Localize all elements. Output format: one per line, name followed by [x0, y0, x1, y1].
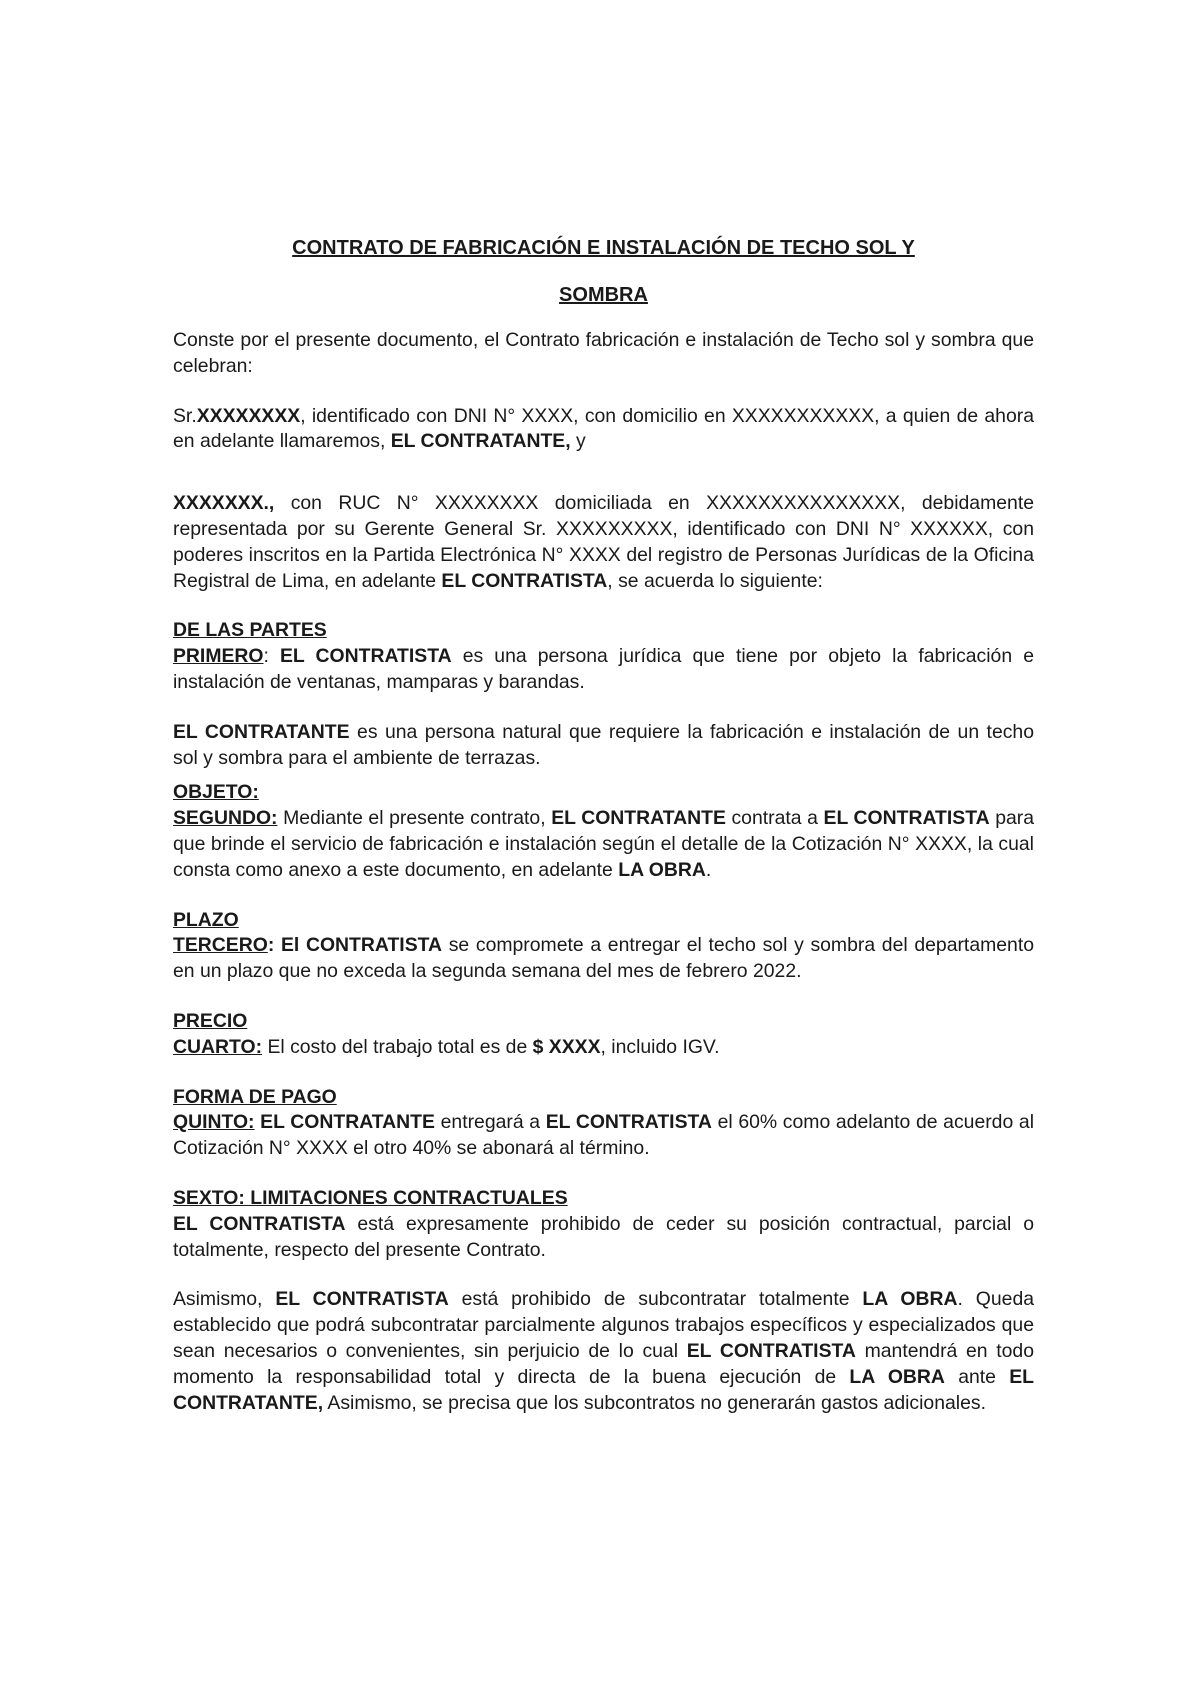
contract-page: [173, 225, 1034, 1416]
segundo-role-1: EL CONTRATANTE: [551, 807, 726, 830]
label-primero-colon: :: [263, 645, 269, 668]
party1-role: EL CONTRATANTE,: [390, 430, 571, 453]
primero-p2-text: es una persona natural que requiere la fabricación e instalación de un techo sol y sombra para el ambiente de terrazas.: [173, 720, 1034, 769]
primero-p2-role: EL CONTRATANTE: [173, 720, 350, 743]
quinto-text-1: entregará a: [434, 1111, 546, 1134]
clause-forma-de-pago: [173, 1085, 1034, 1162]
sexto-p2-role-1: EL CONTRATISTA: [275, 1288, 449, 1311]
cuarto-amount: $ XXXX: [532, 1035, 601, 1058]
heading-sexto: SEXTO: LIMITACIONES CONTRACTUALES: [173, 1186, 568, 1209]
sexto-p2-text-2: está prohibido de subcontratar totalmente: [448, 1288, 863, 1311]
party-contratista-paragraph: [173, 491, 1034, 594]
cuarto-text-2: , incluido IGV.: [600, 1035, 720, 1058]
sexto-p2-role-2: LA OBRA: [862, 1288, 958, 1311]
heading-forma-de-pago: FORMA DE PAGO: [173, 1085, 337, 1108]
label-primero: PRIMERO: [173, 645, 264, 668]
tercero-role: El CONTRATISTA: [274, 934, 443, 957]
clause-de-las-partes: [173, 618, 1034, 771]
label-segundo: SEGUNDO:: [173, 807, 278, 830]
segundo-role-3: LA OBRA: [618, 858, 706, 881]
segundo-text-1: Mediante el presente contrato,: [277, 807, 552, 830]
sexto-p2-text-5: ante: [944, 1365, 1010, 1388]
label-cuarto: CUARTO:: [173, 1035, 263, 1058]
sexto-p2-text-3: . Queda establecido que podrá subcontratar parcialmente algunos trabajos específicos y especializados que sean necesarios o convenientes, sin perjuicio de lo cual: [173, 1288, 1035, 1362]
cuarto-text-1: El costo del trabajo total es de: [262, 1035, 533, 1058]
heading-de-las-partes: DE LAS PARTES: [173, 619, 327, 642]
party1-suffix: y: [570, 430, 586, 453]
sexto-p2-role-3: EL CONTRATISTA: [686, 1339, 856, 1362]
sexto-p2-text-1: Asimismo,: [173, 1288, 276, 1311]
sexto-p2-text-6: Asimismo, se precisa que los subcontratos no generarán gastos adicionales.: [323, 1391, 986, 1414]
party2-text: con RUC N° XXXXXXXX domiciliada en XXXXXXXXXXXXXXX, debidamente representada por su Gerente General Sr. XXXXXXXXX, identificado con DNI N° XXXXXX, con poderes inscritos en la Partida Electrónica N° XXXX del registro de Personas Jurídicas de la Oficina Registral de Lima, en adelante: [173, 492, 1034, 592]
party1-name: XXXXXXXX: [196, 404, 301, 427]
clause-tercero: [173, 933, 1034, 985]
heading-plazo: PLAZO: [173, 908, 239, 931]
primero-role: EL CONTRATISTA: [280, 645, 452, 668]
clause-segundo: [173, 806, 1034, 883]
clause-primero: [173, 644, 1034, 696]
document-title: [173, 225, 1034, 319]
clause-plazo: [173, 908, 1034, 985]
label-tercero-colon: :: [267, 934, 275, 957]
clause-objeto: [173, 780, 1034, 883]
quinto-role-1: EL CONTRATANTE: [254, 1111, 435, 1134]
party2-suffix: , se acuerda lo siguiente:: [607, 569, 823, 592]
sexto-p2-role-4: LA OBRA: [849, 1365, 945, 1388]
intro-paragraph: Conste por el presente documento, el Contrato fabricación e instalación de Techo sol y sombra que celebran:: [173, 329, 1034, 377]
party1-text: , identificado con DNI N° XXXX, con domicilio en XXXXXXXXXXX, a quien de ahora en adelante llamaremos,: [173, 404, 1034, 453]
party1-prefix: Sr.: [173, 404, 197, 427]
clause-cuarto: [173, 1035, 1034, 1061]
sexto-p2-text-4: mantendrá en todo momento la responsabilidad total y directa de la buena ejecución de: [173, 1339, 1035, 1388]
party2-role: EL CONTRATISTA: [441, 569, 608, 592]
party2-name: XXXXXXX.,: [173, 492, 275, 515]
clause-precio: [173, 1009, 1034, 1061]
label-tercero: TERCERO: [173, 934, 268, 957]
clause-primero-second-paragraph: [173, 720, 1034, 772]
sexto-paragraph-1: [173, 1212, 1034, 1264]
clause-sexto: [173, 1186, 1034, 1416]
segundo-role-2: EL CONTRATISTA: [823, 807, 990, 830]
clause-quinto: [173, 1110, 1034, 1162]
label-quinto: QUINTO:: [173, 1111, 255, 1134]
sexto-role: EL CONTRATISTA: [173, 1212, 346, 1235]
segundo-text-4: .: [705, 858, 712, 881]
primero-text: es una persona jurídica que tiene por objeto la fabricación e instalación de ventanas, mamparas y barandas.: [173, 645, 1035, 693]
quinto-text-2: el 60% como adelanto de acuerdo al Cotización N° XXXX el otro 40% se abonará al término.: [173, 1111, 1035, 1160]
segundo-text-3: para que brinde el servicio de fabricación e instalación según el detalle de la Cotización N° XXXX, la cual consta como anexo a este documento, en adelante: [173, 807, 1035, 881]
sexto-paragraph-2: [173, 1287, 1034, 1416]
sexto-text: está expresamente prohibido de ceder su posición contractual, parcial o totalmente, respecto del presente Contrato.: [173, 1212, 1034, 1261]
title-line-1: CONTRATO DE FABRICACIÓN E INSTALACIÓN DE TECHO SOL Y: [292, 237, 915, 259]
heading-precio: PRECIO: [173, 1009, 248, 1032]
party-contratante-paragraph: [173, 404, 1034, 456]
heading-objeto: OBJETO:: [173, 781, 259, 804]
quinto-role-2: EL CONTRATISTA: [545, 1111, 712, 1134]
tercero-text: se compromete a entregar el techo sol y sombra del departamento en un plazo que no exceda la segunda semana del mes de febrero 2022.: [173, 934, 1035, 983]
segundo-text-2: contrata a: [725, 807, 824, 830]
title-line-2: SOMBRA: [559, 284, 648, 306]
sexto-p2-role-5: EL CONTRATANTE,: [173, 1365, 1034, 1414]
